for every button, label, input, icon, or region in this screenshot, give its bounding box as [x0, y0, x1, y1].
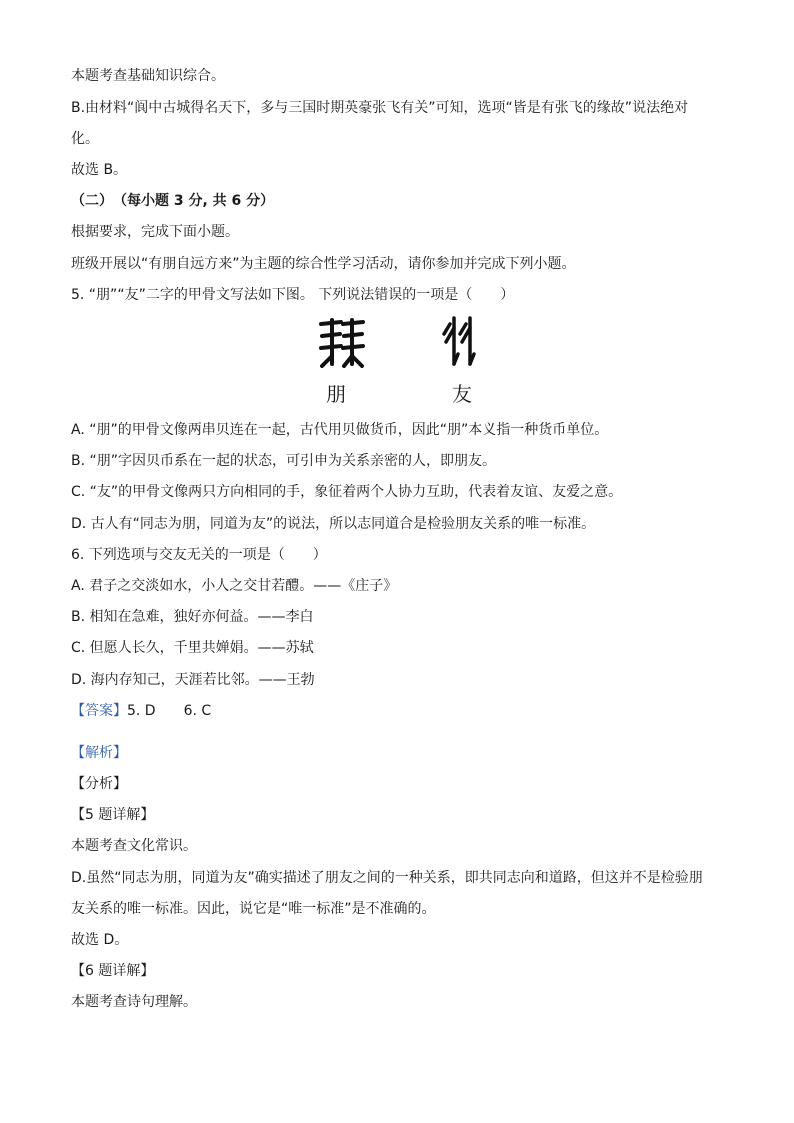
text-line: 本题考查文化常识。	[71, 838, 197, 854]
text-line: 友关系的唯一标准。因此，说它是“唯一标准”是不准确的。	[71, 901, 436, 917]
text-line: 故选 D。	[71, 932, 129, 948]
oracle-bone-peng-glyph	[318, 316, 366, 368]
text-line: B.由材料“阆中古城得名天下，多与三国时期英豪张飞有关”可知，选项“皆是有张飞的缘故”说法绝对	[71, 100, 689, 116]
option-c: C. 但愿人长久，千里共婵娟。——苏轼	[71, 640, 314, 656]
answer-line	[71, 701, 211, 721]
option-a: A. “朋”的甲骨文像两串贝连在一起，古代用贝做货币，因此“朋”本义指一种货币单位。	[71, 422, 609, 438]
option-c: C. “友”的甲骨文像两只方向相同的手，象征着两个人协力互助，代表着友谊、友爱之意。	[71, 484, 623, 500]
q6-detail-heading: 【6 题详解】	[71, 963, 155, 979]
answer-text: 5. D 6. C	[127, 703, 212, 719]
section-heading: （二） （每小题 3 分, 共 6 分）	[71, 193, 275, 209]
oracle-bone-you-glyph	[440, 314, 482, 370]
option-b: B. “朋”字因贝币系在一起的状态，可引申为关系亲密的人，即朋友。	[71, 453, 497, 469]
text-line: 班级开展以“有朋自远方来”为主题的综合性学习活动，请你参加并完成下列小题。	[71, 256, 576, 272]
oracle-bone-figure	[300, 312, 500, 407]
text-line: 本题考查基础知识综合。	[71, 68, 225, 84]
text-line: 化。	[71, 131, 99, 147]
question-5: 5. “朋”“友”二字的甲骨文写法如下图。 下列说法错误的一项是（ ）	[71, 287, 515, 303]
caption-you: 友	[452, 382, 472, 406]
text-line: D.虽然“同志为朋，同道为友”确实描述了朋友之间的一种关系，即共同志向和道路，但这并不是检验朋	[71, 870, 703, 886]
text-line: 本题考查诗句理解。	[71, 994, 197, 1010]
text-line: 故选 B。	[71, 162, 128, 178]
option-d: D. 海内存知己，天涯若比邻。——王勃	[71, 672, 315, 688]
option-a: A. 君子之交淡如水，小人之交甘若醴。——《庄子》	[71, 578, 398, 594]
answer-label: 【答案】	[71, 703, 127, 719]
q5-detail-heading: 【5 题详解】	[71, 807, 155, 823]
analysis-heading: 【解析】	[71, 745, 127, 761]
text-line: 根据要求，完成下面小题。	[71, 224, 239, 240]
fenxi-heading: 【分析】	[71, 776, 127, 792]
option-b: B. 相知在急难，独好亦何益。——李白	[71, 609, 314, 625]
caption-peng: 朋	[326, 382, 346, 406]
question-6: 6. 下列选项与交友无关的一项是（ ）	[71, 547, 327, 563]
option-d: D. 古人有“同志为朋，同道为友”的说法，所以志同道合是检验朋友关系的唯一标准。	[71, 516, 596, 532]
